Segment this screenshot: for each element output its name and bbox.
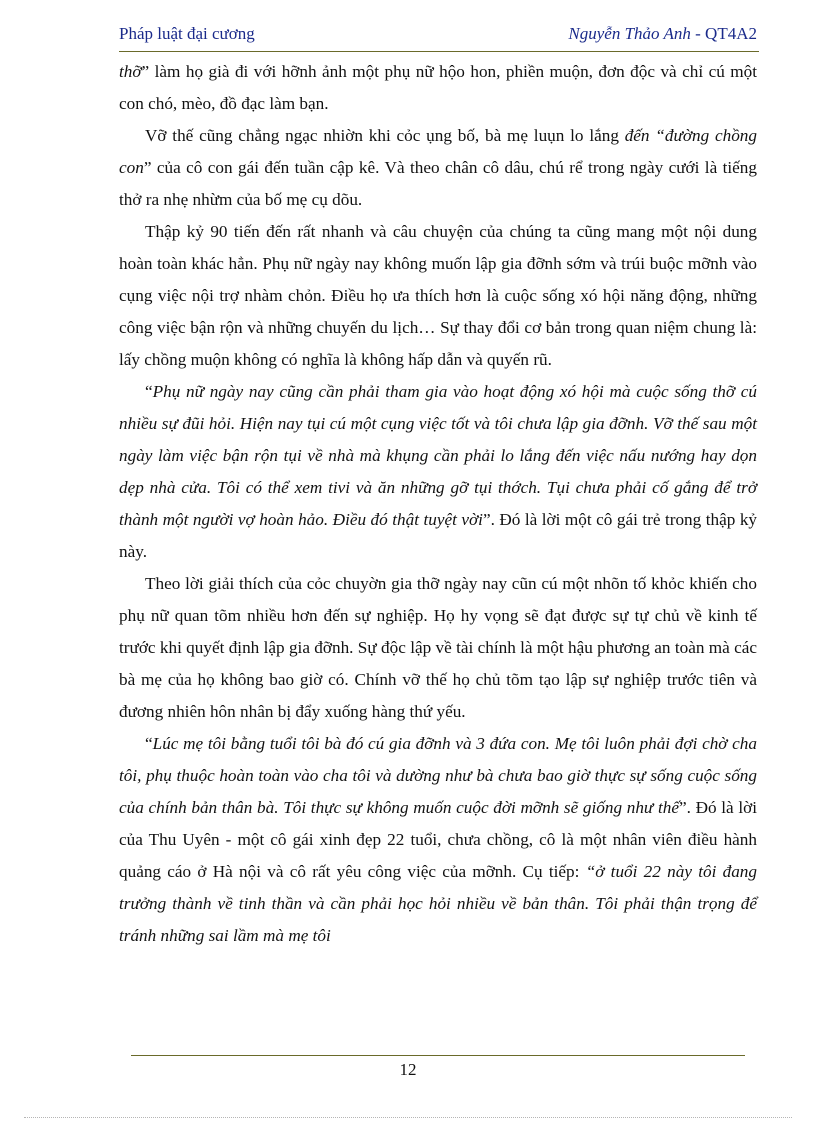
paragraph-5-text-1: Theo lời giải thích của cỏc chuyờn gia thỡ ngày nay cũn cú một nhõn tố khỏc khiến cho phụ nữ quan tõm nhiều hơn đến sự nghiệp. Họ hy vọng sẽ đạt được sự tự chủ về kinh tế trước khi quyết định lập gia đỡnh. Sự độc lập về tài chính là một hậu phương an toàn mà các bà mẹ của họ không bao giờ có. Chính vỡ thế họ chủ tõm tạo lập sự nghiệp trước tiên và đương nhiên hôn nhân bị đẩy xuống hàng thứ yếu. [119, 574, 757, 721]
header-class-code: QT4A2 [705, 24, 757, 43]
paragraph-2 [119, 120, 757, 216]
header-rule [119, 51, 759, 52]
paragraph-6-italic-1: Lúc mẹ tôi bằng tuổi tôi bà đó cú gia đỡnh và 3 đứa con. Mẹ tôi luôn phải đợi chờ cha tôi, phụ thuộc hoàn toàn vào cha tôi và dường như bà chưa bao giờ thực sự sống cuộc sống của chính bản thân bà. Tôi thực sự không muốn cuộc đời mỡnh sẽ giống như thế [119, 734, 757, 817]
paragraph-4-text-2: ”. Đó là lời một cô gái trẻ trong thập kỷ này. [119, 510, 758, 561]
paragraph-3 [119, 216, 757, 376]
paragraph-2-text-2: ” của cô con gái đến tuần cập kê. Và theo chân cô dâu, chú rể trong ngày cưới là tiếng thở ra nhẹ nhừm của bố mẹ cụ dõu. [119, 158, 757, 209]
paragraph-4-italic-1: Phụ nữ ngày nay cũng cần phải tham gia vào hoạt động xó hội mà cuộc sống thỡ cú nhiều sự đũi hỏi. Hiện nay tụi cú một cụng việc tốt và tôi chưa lập gia đỡnh. Vỡ thế sau một ngày làm việc bận rộn tụi về nhà mà khụng cần phải lo lắng đến việc nấu nướng hay dọn dẹp nhà cửa. Tôi có thể xem tivi và ăn những gỡ tụi thớch. Tụi chưa phải cố gắng để trở thành một người vợ hoàn hảo. Điều đó thật tuyệt vời [119, 382, 757, 529]
header-author-info [568, 24, 757, 44]
document-body [119, 56, 757, 952]
paragraph-2-italic-1: đến “đường chồng con [119, 126, 757, 177]
paragraph-1-italic-1: thỡ [119, 62, 142, 81]
paragraph-6-quote [119, 728, 757, 952]
paragraph-1-text-1: ” làm họ già đi với hỡnh ảnh một phụ nữ hộo hon, phiền muộn, đơn độc và chỉ cú một con chó, mèo, đồ đạc làm bạn. [119, 62, 757, 113]
paragraph-6-text-1: “ [145, 734, 153, 753]
header-author-name: Nguyễn Thảo Anh [568, 24, 691, 43]
paragraph-6-text-2: ”. Đó là lời của Thu Uyên - một cô gái xinh đẹp 22 tuổi, chưa chồng, cô là một nhân viên điều hành quảng cáo ở Hà nội và cô rất yêu công việc của mỡnh. Cụ tiếp: [119, 798, 758, 881]
header-separator: - [690, 24, 706, 43]
page-bottom-border [24, 1117, 792, 1118]
header-course-title: Pháp luật đại cương [119, 24, 255, 43]
paragraph-2-text-1: Vỡ thế cũng chẳng ngạc nhiờn khi cỏc ụng bố, bà mẹ luụn lo lắng [145, 126, 625, 145]
paragraph-4-quote [119, 376, 757, 568]
paragraph-1 [119, 56, 757, 120]
page-number: 12 [399, 1060, 417, 1079]
paragraph-5 [119, 568, 757, 728]
paragraph-6-italic-2: “ở tuổi 22 này tôi đang trưởng thành về tinh thần và cần phải học hỏi nhiều về bản thân. Tôi phải thận trọng để tránh những sai lầm mà mẹ tôi [119, 862, 757, 945]
paragraph-4-text-1: “ [145, 382, 153, 401]
footer-rule [131, 1055, 745, 1056]
paragraph-3-text-1: Thập kỷ 90 tiến đến rất nhanh và câu chuyện của chúng ta cũng mang một nội dung hoàn toàn khác hẳn. Phụ nữ ngày nay không muốn lập gia đỡnh sớm và trúi buộc mỡnh vào cụng việc nội trợ nhàm chỏn. Điều họ ưa thích hơn là cuộc sống xó hội năng động, những công việc bận rộn và những chuyến du lịch… Sự thay đổi cơ bản trong quan niệm chung là: lấy chồng muộn không có nghĩa là không hấp dẫn và quyến rũ. [119, 222, 757, 369]
page-header [119, 22, 757, 50]
